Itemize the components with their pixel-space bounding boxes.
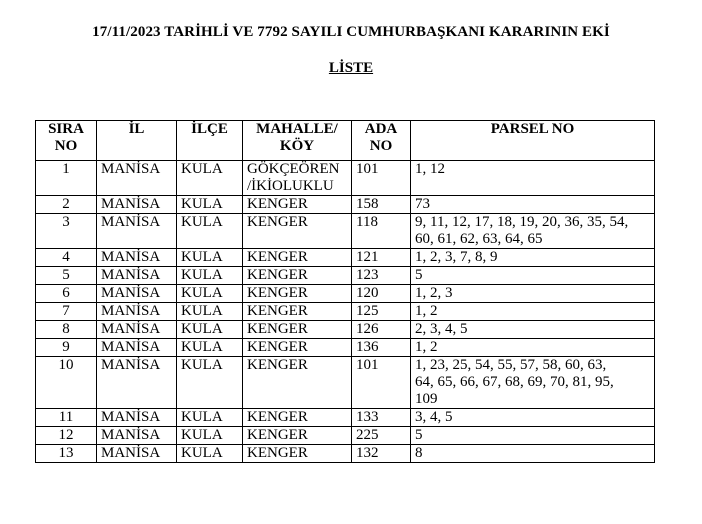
table-row bbox=[36, 427, 655, 445]
cell-ada-no: 118 bbox=[352, 214, 411, 249]
cell-ilce: KULA bbox=[177, 427, 243, 445]
table-row bbox=[36, 445, 655, 463]
header-il: İL bbox=[97, 121, 177, 161]
cell-ilce: KULA bbox=[177, 357, 243, 409]
cell-ada-no: 101 bbox=[352, 357, 411, 409]
cell-parsel-no: 5 bbox=[411, 267, 655, 285]
cell-parsel-no: 8 bbox=[411, 445, 655, 463]
table-row bbox=[36, 196, 655, 214]
table-row bbox=[36, 285, 655, 303]
cell-ada-no: 123 bbox=[352, 267, 411, 285]
cell-ilce: KULA bbox=[177, 445, 243, 463]
cell-il: MANİSA bbox=[97, 267, 177, 285]
header-parsel-no: PARSEL NO bbox=[411, 121, 655, 161]
header-ada-no: ADA NO bbox=[352, 121, 411, 161]
cell-mahalle-koy: KENGER bbox=[243, 321, 352, 339]
cell-il: MANİSA bbox=[97, 409, 177, 427]
cell-parsel-no: 1, 12 bbox=[411, 161, 655, 196]
cell-il: MANİSA bbox=[97, 303, 177, 321]
cell-ada-no: 158 bbox=[352, 196, 411, 214]
table-row bbox=[36, 409, 655, 427]
cell-mahalle-koy: KENGER bbox=[243, 357, 352, 409]
header-ilce: İLÇE bbox=[177, 121, 243, 161]
cell-mahalle-koy: KENGER bbox=[243, 196, 352, 214]
cell-ilce: KULA bbox=[177, 249, 243, 267]
cell-sira-no: 9 bbox=[36, 339, 97, 357]
cell-sira-no: 1 bbox=[36, 161, 97, 196]
header-sira-no: SIRA NO bbox=[36, 121, 97, 161]
cell-parsel-no: 9, 11, 12, 17, 18, 19, 20, 36, 35, 54, 60, 61, 62, 63, 64, 65 bbox=[411, 214, 655, 249]
cell-mahalle-koy: KENGER bbox=[243, 445, 352, 463]
cell-sira-no: 6 bbox=[36, 285, 97, 303]
parcel-table bbox=[35, 120, 655, 463]
header-mahalle-koy: MAHALLE/ KÖY bbox=[243, 121, 352, 161]
table-row bbox=[36, 339, 655, 357]
table-row bbox=[36, 214, 655, 249]
cell-parsel-no: 1, 2, 3 bbox=[411, 285, 655, 303]
cell-ada-no: 132 bbox=[352, 445, 411, 463]
cell-il: MANİSA bbox=[97, 249, 177, 267]
cell-mahalle-koy: KENGER bbox=[243, 303, 352, 321]
cell-ada-no: 133 bbox=[352, 409, 411, 427]
cell-parsel-no: 2, 3, 4, 5 bbox=[411, 321, 655, 339]
cell-sira-no: 2 bbox=[36, 196, 97, 214]
cell-ada-no: 225 bbox=[352, 427, 411, 445]
cell-ilce: KULA bbox=[177, 285, 243, 303]
cell-il: MANİSA bbox=[97, 339, 177, 357]
table-row bbox=[36, 249, 655, 267]
cell-ilce: KULA bbox=[177, 303, 243, 321]
cell-il: MANİSA bbox=[97, 214, 177, 249]
cell-il: MANİSA bbox=[97, 161, 177, 196]
cell-mahalle-koy: KENGER bbox=[243, 285, 352, 303]
cell-ada-no: 120 bbox=[352, 285, 411, 303]
cell-mahalle-koy: KENGER bbox=[243, 249, 352, 267]
cell-il: MANİSA bbox=[97, 285, 177, 303]
cell-il: MANİSA bbox=[97, 357, 177, 409]
cell-parsel-no: 1, 2 bbox=[411, 303, 655, 321]
cell-ada-no: 121 bbox=[352, 249, 411, 267]
table-header-row bbox=[36, 121, 655, 161]
cell-parsel-no: 3, 4, 5 bbox=[411, 409, 655, 427]
table-row bbox=[36, 161, 655, 196]
cell-sira-no: 11 bbox=[36, 409, 97, 427]
cell-ilce: KULA bbox=[177, 161, 243, 196]
cell-ilce: KULA bbox=[177, 409, 243, 427]
cell-ada-no: 136 bbox=[352, 339, 411, 357]
cell-parsel-no: 1, 2, 3, 7, 8, 9 bbox=[411, 249, 655, 267]
cell-ilce: KULA bbox=[177, 321, 243, 339]
cell-mahalle-koy: KENGER bbox=[243, 267, 352, 285]
table-row bbox=[36, 321, 655, 339]
cell-parsel-no: 73 bbox=[411, 196, 655, 214]
cell-ilce: KULA bbox=[177, 267, 243, 285]
document-subtitle: LİSTE bbox=[328, 60, 374, 76]
cell-parsel-no: 1, 23, 25, 54, 55, 57, 58, 60, 63, 64, 65, 66, 67, 68, 69, 70, 81, 95, 109 bbox=[411, 357, 655, 409]
cell-sira-no: 5 bbox=[36, 267, 97, 285]
cell-sira-no: 3 bbox=[36, 214, 97, 249]
cell-il: MANİSA bbox=[97, 196, 177, 214]
cell-mahalle-koy: KENGER bbox=[243, 427, 352, 445]
document-title: 17/11/2023 TARİHLİ VE 7792 SAYILI CUMHURBAŞKANI KARARININ EKİ bbox=[92, 24, 610, 40]
cell-il: MANİSA bbox=[97, 445, 177, 463]
cell-mahalle-koy: GÖKÇEÖREN /İKİOLUKLU bbox=[243, 161, 352, 196]
table-row bbox=[36, 303, 655, 321]
cell-ilce: KULA bbox=[177, 214, 243, 249]
cell-parsel-no: 5 bbox=[411, 427, 655, 445]
cell-il: MANİSA bbox=[97, 321, 177, 339]
cell-mahalle-koy: KENGER bbox=[243, 339, 352, 357]
cell-mahalle-koy: KENGER bbox=[243, 214, 352, 249]
cell-sira-no: 13 bbox=[36, 445, 97, 463]
table-row bbox=[36, 357, 655, 409]
cell-ilce: KULA bbox=[177, 339, 243, 357]
cell-parsel-no: 1, 2 bbox=[411, 339, 655, 357]
cell-sira-no: 12 bbox=[36, 427, 97, 445]
cell-ada-no: 126 bbox=[352, 321, 411, 339]
cell-sira-no: 10 bbox=[36, 357, 97, 409]
cell-sira-no: 7 bbox=[36, 303, 97, 321]
cell-sira-no: 8 bbox=[36, 321, 97, 339]
cell-il: MANİSA bbox=[97, 427, 177, 445]
table-row bbox=[36, 267, 655, 285]
cell-ada-no: 125 bbox=[352, 303, 411, 321]
cell-mahalle-koy: KENGER bbox=[243, 409, 352, 427]
cell-ada-no: 101 bbox=[352, 161, 411, 196]
cell-sira-no: 4 bbox=[36, 249, 97, 267]
cell-ilce: KULA bbox=[177, 196, 243, 214]
